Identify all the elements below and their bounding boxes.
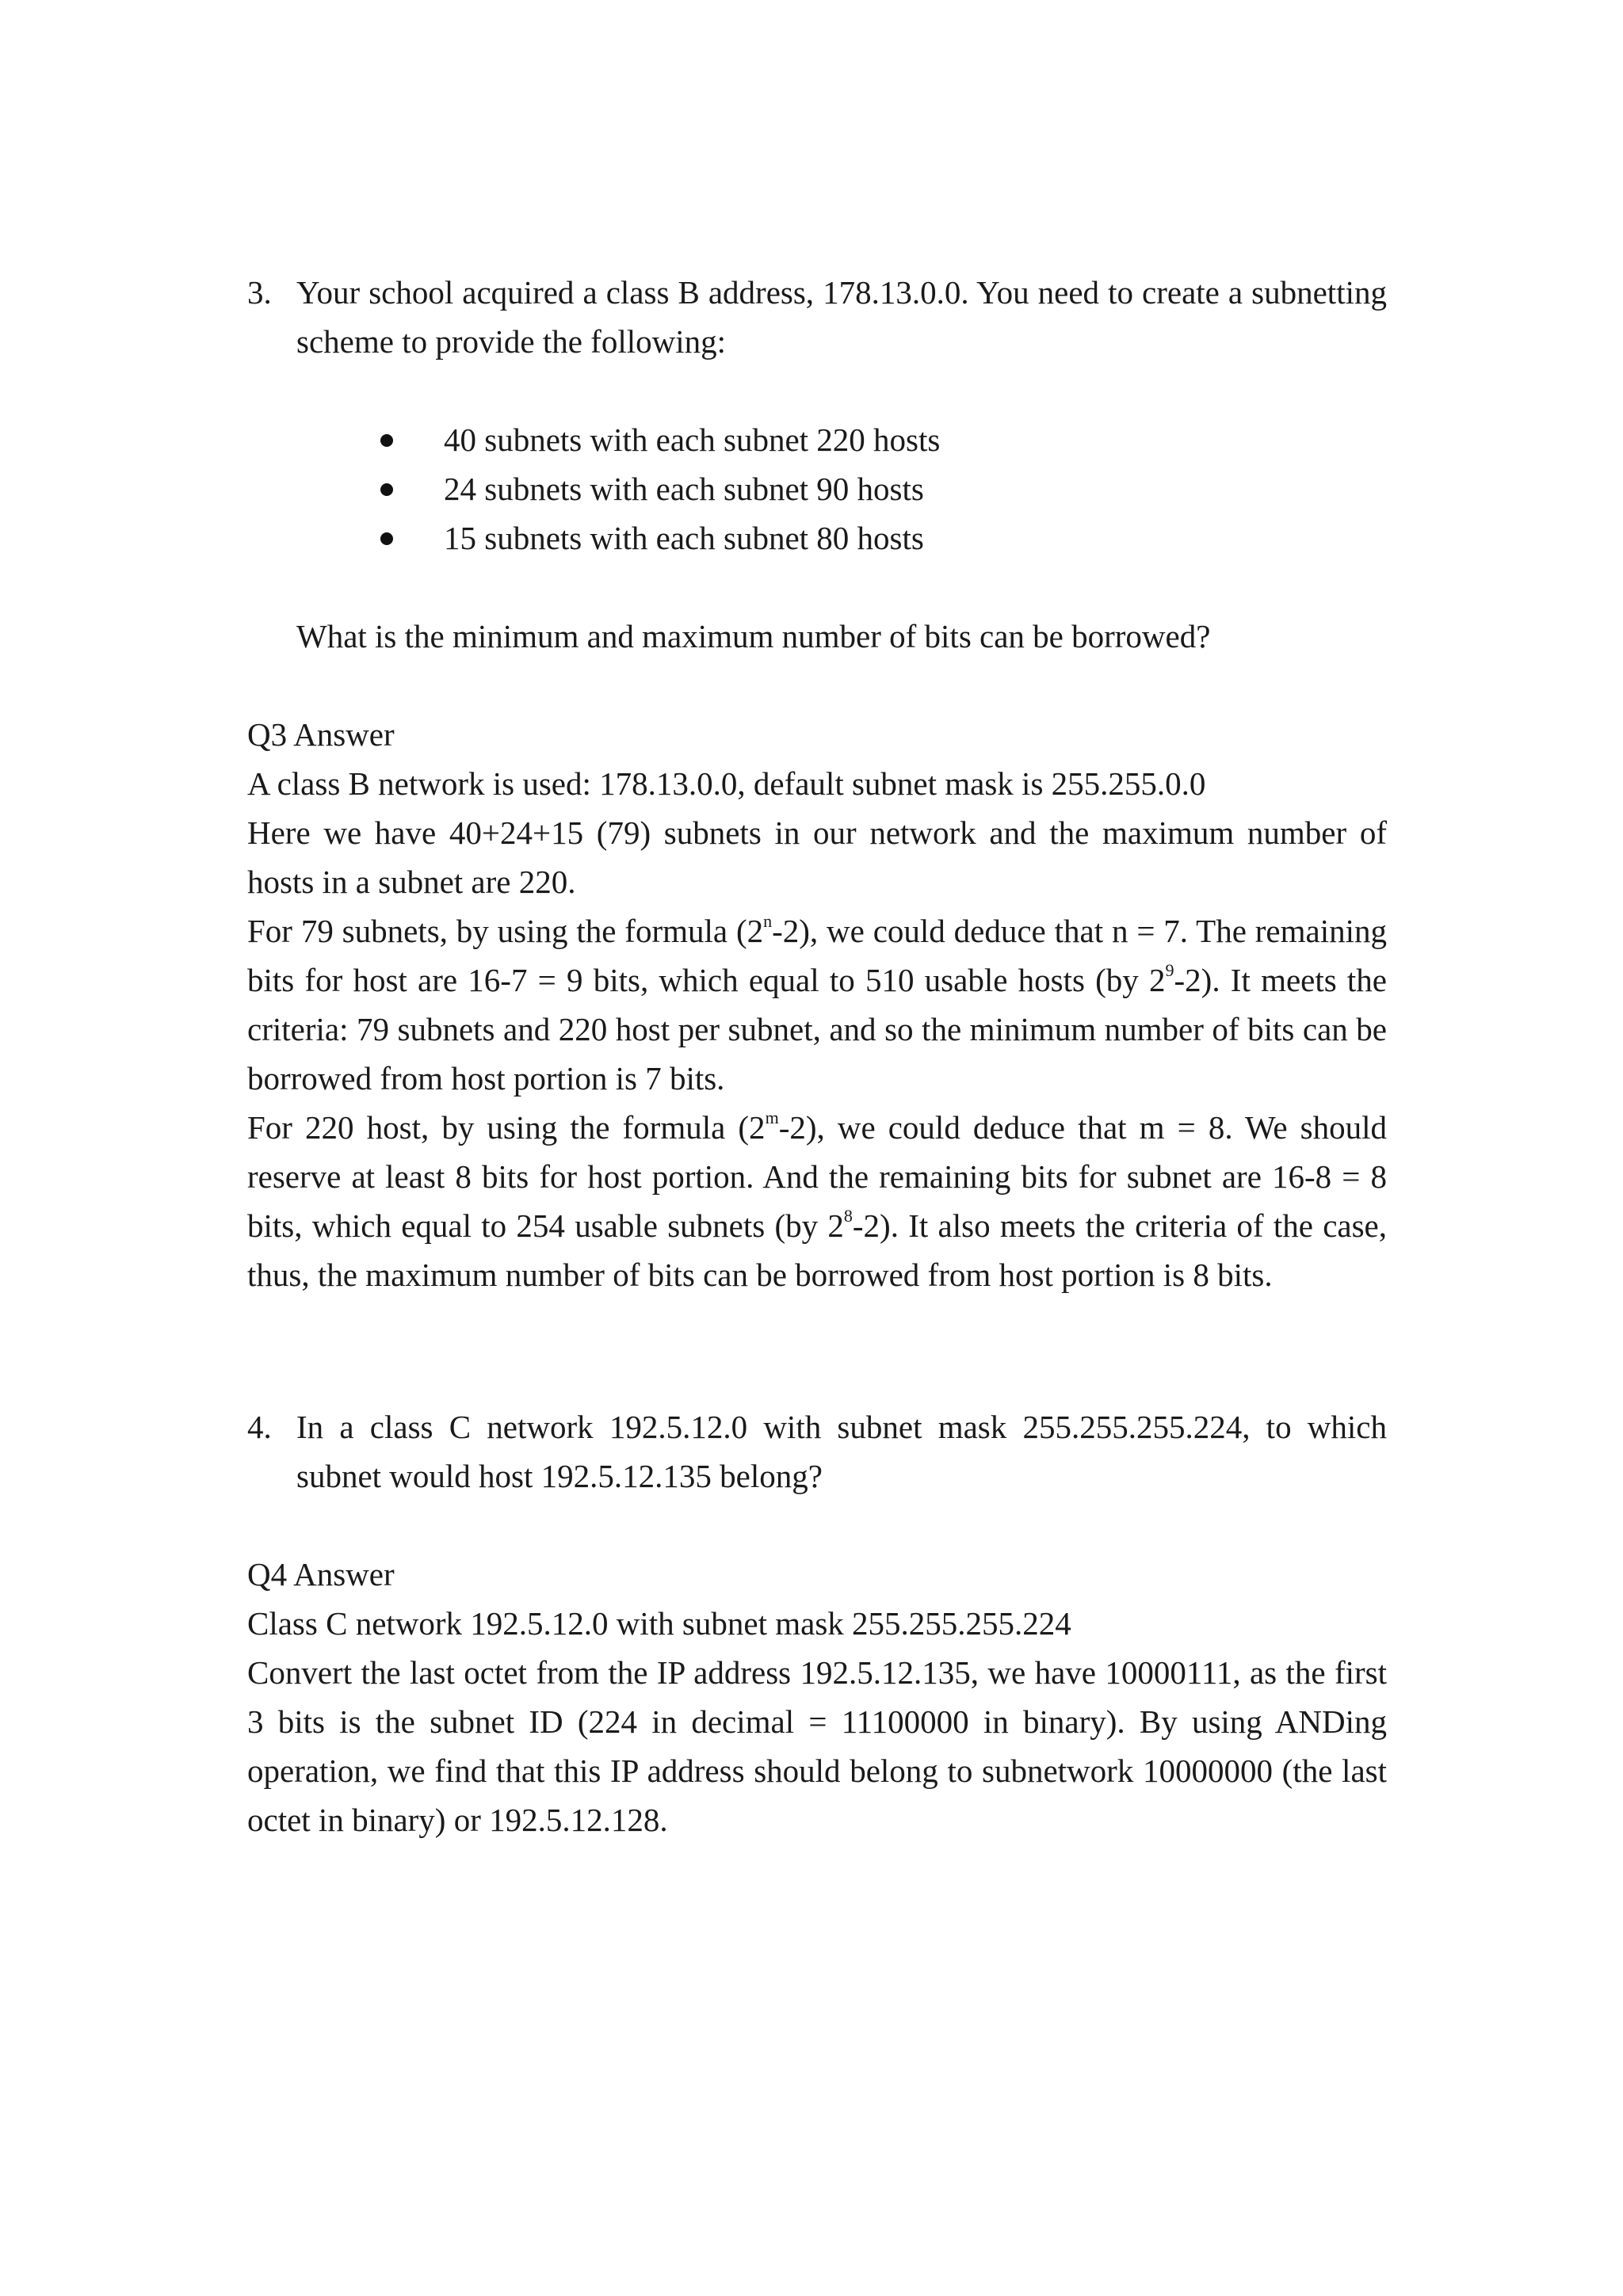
answer-line: A class B network is used: 178.13.0.0, default subnet mask is 255.255.0.0 xyxy=(247,765,1206,802)
list-item xyxy=(247,464,1387,513)
answer-3 xyxy=(247,710,1387,1299)
bullet-icon xyxy=(380,434,393,447)
answer-4 xyxy=(247,1550,1387,1844)
question-3 xyxy=(247,268,1387,366)
list-item-text: 40 subnets with each subnet 220 hosts xyxy=(444,421,941,458)
question-number: 4. xyxy=(247,1409,272,1445)
question-4 xyxy=(247,1402,1387,1501)
question-number: 3. xyxy=(247,274,272,311)
answer-paragraph: Here we have 40+24+15 (79) subnets in our network and the maximum number of hosts in a subnet are 220. xyxy=(247,814,1387,900)
answer-line: Class C network 192.5.12.0 with subnet mask 255.255.255.224 xyxy=(247,1605,1071,1642)
question-3-followup xyxy=(296,612,1387,661)
question-text: In a class C network 192.5.12.0 with subnet mask 255.255.255.224, to which subnet would host 192.5.12.135 belong? xyxy=(296,1409,1387,1494)
answer-title: Q4 Answer xyxy=(247,1556,395,1592)
answer-paragraph: For 220 host, by using the formula (2$^m$-2), we could deduce that m = 8. We should reserve at least 8 bits for host portion. And the remaining bits for subnet are 16-8 = 8 bits, which equal to 254 usable subnets (by $2^8-2$). It also meets the criteria of the case, thus, the maximum number of bits can be borrowed from host portion is 8 bits. xyxy=(247,1108,1387,1293)
question-text: Your school acquired a class B address, 178.13.0.0. You need to create a subnetting scheme to provide the following: xyxy=(296,274,1387,360)
requirements-list xyxy=(247,415,1387,563)
answer-title: Q3 Answer xyxy=(247,716,395,753)
list-item-text: 24 subnets with each subnet 90 hosts xyxy=(444,471,924,507)
answer-paragraph: For 79 subnets, by using the formula (2$^n$-2), we could deduce that n = 7. The remaining bits for host are 16-7 = 9 bits, which equal to 510 usable hosts (by $2^9-2$). It meets the criteria: 79 subnets and 220 host per subnet, and so the minimum number of bits can be borrowed from host portion is 7 bits. xyxy=(247,911,1388,1097)
list-item xyxy=(247,415,1387,464)
list-item-text: 15 subnets with each subnet 80 hosts xyxy=(444,520,924,556)
list-item xyxy=(247,513,1387,563)
bullet-icon xyxy=(380,483,393,496)
bullet-icon xyxy=(380,532,393,545)
answer-paragraph: Convert the last octet from the IP address 192.5.12.135, we have 10000111, as the first 3 bits is the subnet ID (224 in decimal = 11100000 in binary). By using ANDing operation, we find that this IP address should belong to subnetwork 10000000 (the last octet in binary) or 192.5.12.128. xyxy=(247,1654,1387,1838)
followup-text: What is the minimum and maximum number of bits can be borrowed? xyxy=(296,618,1211,654)
